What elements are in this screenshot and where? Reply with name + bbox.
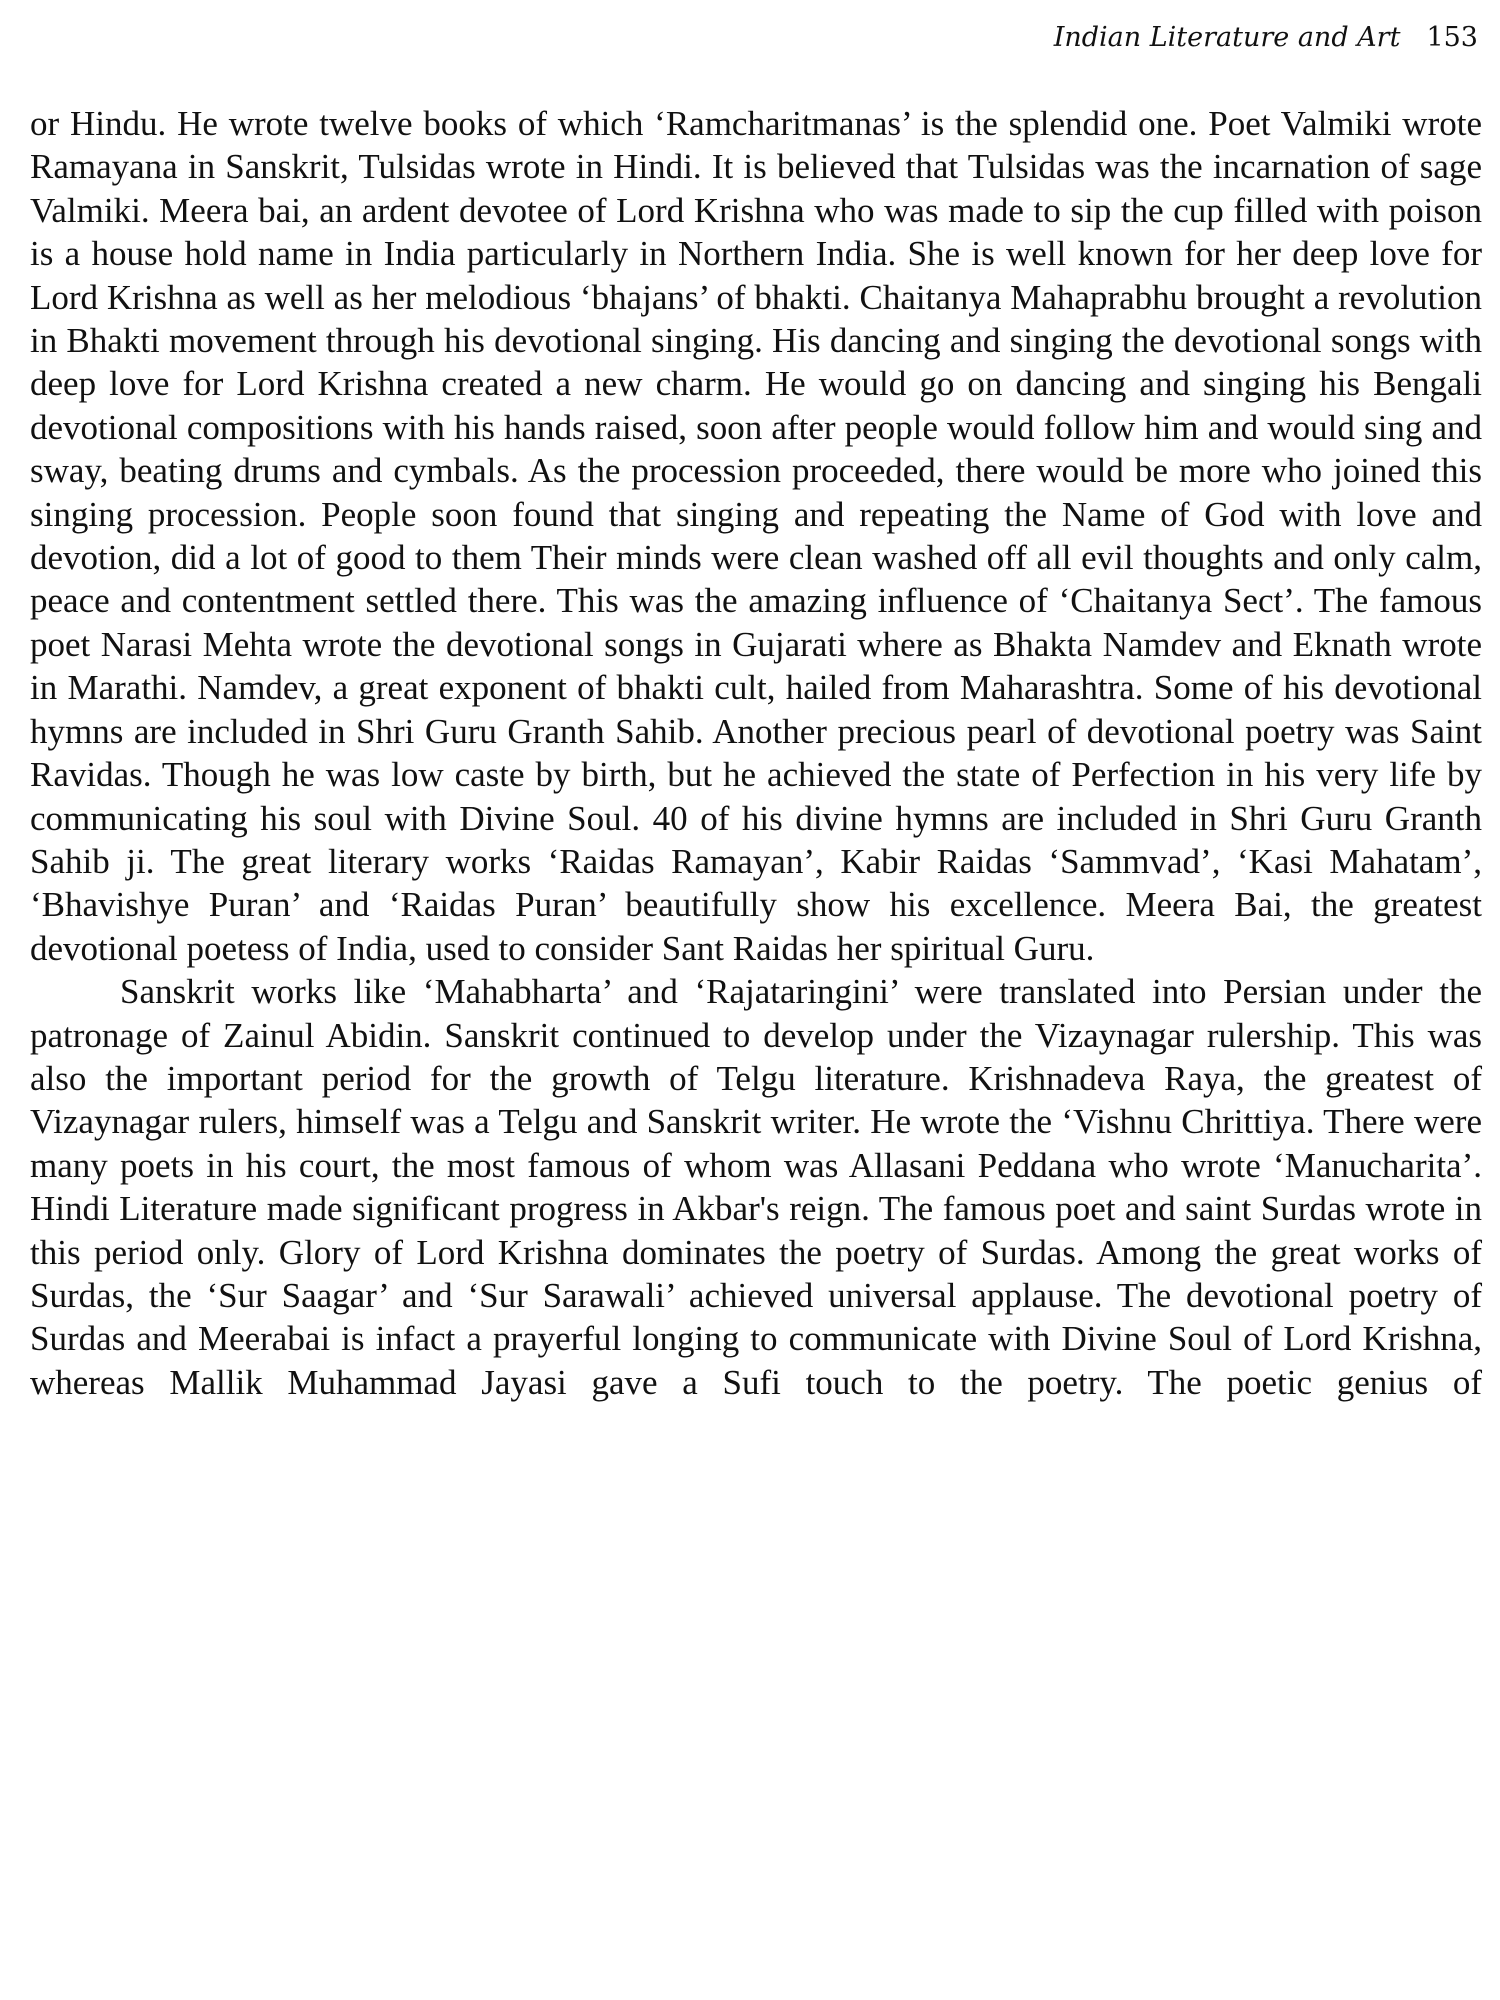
page-number: 153 bbox=[1426, 22, 1478, 53]
running-head bbox=[1054, 22, 1478, 53]
running-head-title: Indian Literature and Art bbox=[1053, 22, 1401, 53]
body-text bbox=[30, 102, 1482, 1404]
paragraph-2: Sanskrit works like ‘Mahabharta’ and ‘Rajataringini’ were translated into Persian under the patronage of Zainul Abidin. Sanskrit continued to develop under the Vizaynagar rulership. This was also the important period for the growth of Telgu literature. Krishnadeva Raya, the greatest of Vizaynagar rulers, himself was a Telgu and Sanskrit writer. He wrote the ‘Vishnu Chrittiya. There were many poets in his court, the most famous of whom was Allasani Peddana who wrote ‘Manucharita’. Hindi Literature made significant progress in Akbar's reign. The famous poet and saint Surdas wrote in this period only. Glory of Lord Krishna dominates the poetry of Surdas. Among the great works of Surdas, the ‘Sur Saagar’ and ‘Sur Sarawali’ achieved universal applause. The devotional poetry of Surdas and Meerabai is infact a prayerful longing to communicate with Divine Soul of Lord Krishna, whereas Mallik Muhammad Jayasi gave a Sufi touch to the poetry. The poetic genius of bbox=[30, 972, 1482, 1402]
paragraph-1: or Hindu. He wrote twelve books of which ‘Ramcharitmanas’ is the splendid one. Poet Valmiki wrote Ramayana in Sanskrit, Tulsidas wrote in Hindi. It is believed that Tulsidas was the incarnation of sage Valmiki. Meera bai, an ardent devotee of Lord Krishna who was made to sip the cup filled with poison is a house hold name in India particularly in Northern India. She is well known for her deep love for Lord Krishna as well as her melodious ‘bhajans’ of bhakti. Chaitanya Mahaprabhu brought a revolution in Bhakti movement through his devotional singing. His dancing and singing the devotional songs with deep love for Lord Krishna created a new charm. He would go on dancing and singing his Bengali devotional compositions with his hands raised, soon after people would follow him and would sing and sway, beating drums and cymbals. As the procession proceeded, there would be more who joined this singing procession. People soon found that singing and repeating the Name of God with love and devotion, did a lot of good to them Their minds were clean washed off all evil thoughts and only calm, peace and contentment settled there. This was the amazing influence of ‘Chaitanya Sect’. The famous poet Narasi Mehta wrote the devotional songs in Gujarati where as Bhakta Namdev and Eknath wrote in Marathi. Namdev, a great exponent of bhakti cult, hailed from Maharashtra. Some of his devotional hymns are included in Shri Guru Granth Sahib. Another precious pearl of devotional poetry was Saint Ravidas. Though he was low caste by birth, but he achieved the state of Perfection in his very life by communicating his soul with Divine Soul. 40 of his divine hymns are included in Shri Guru Granth Sahib ji. The great literary works ‘Raidas Ramayan’, Kabir Raidas ‘Sammvad’, ‘Kasi Mahatam’, ‘Bhavishye Puran’ and ‘Raidas Puran’ beautifully show his excellence. Meera Bai, the greatest devotional poetess of India, used to consider Sant Raidas her spiritual Guru. bbox=[30, 104, 1482, 968]
